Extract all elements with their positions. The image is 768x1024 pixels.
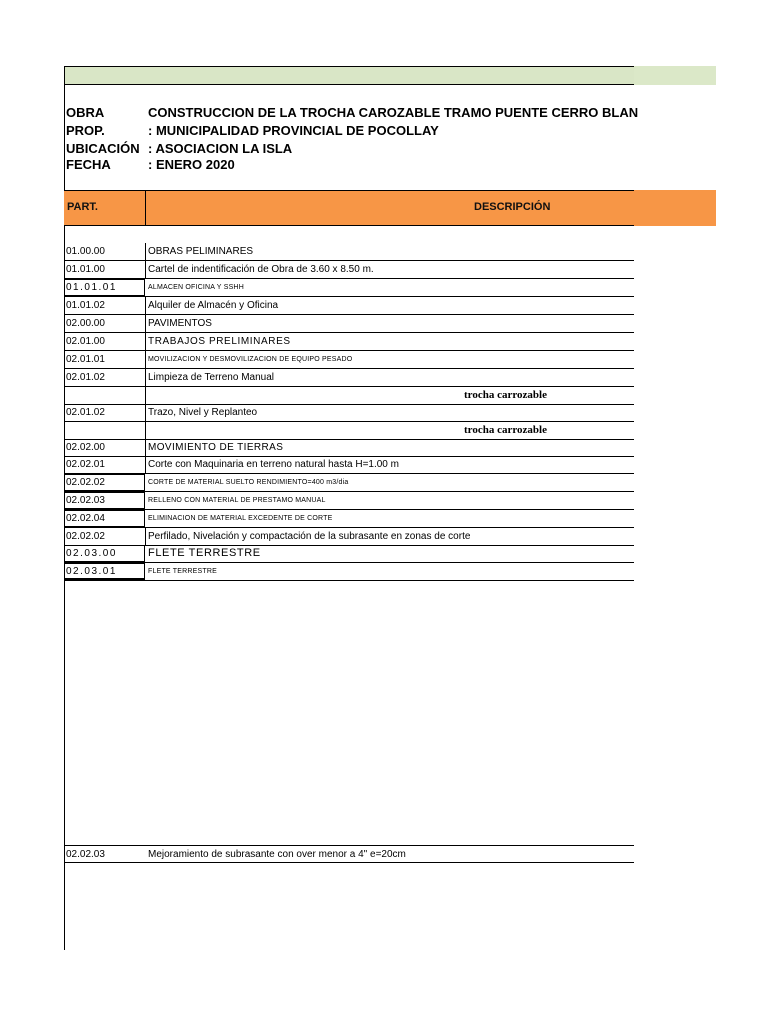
row-part: 02.01.01 [66,354,105,365]
row-part: 02.02.00 [66,442,105,453]
header-band-extension [634,66,716,85]
row-part: 02.02.03 [66,495,105,506]
row-desc: ELIMINACION DE MATERIAL EXCEDENTE DE CORTE [148,515,333,522]
fecha-label: FECHA [66,157,111,172]
table-row [64,243,634,261]
row-part: 02.01.02 [66,407,105,418]
row-part: 02.03.00 [66,548,117,559]
table-row [64,315,634,333]
table-row [64,261,634,279]
fecha-value: : ENERO 2020 [148,157,235,172]
row-desc: OBRAS PELIMINARES [148,246,254,257]
row-desc: MOVIMIENTO DE TIERRAS [148,442,284,453]
row-desc: Perfilado, Nivelación y compactación de la subrasante en zonas de corte [148,531,471,542]
prop-value: : MUNICIPALIDAD PROVINCIAL DE POCOLLAY [148,123,439,138]
row-desc: Corte con Maquinaria en terreno natural hasta H=1.00 m [148,459,399,470]
ubicacion-label: UBICACIÓN [66,141,140,156]
obra-label: OBRA [66,105,105,120]
table-row [64,279,634,297]
row-part: 02.02.01 [66,459,105,470]
table-row [64,474,634,492]
row-part: 02.02.02 [66,477,105,488]
row-desc: TRABAJOS PRELIMINARES [148,336,291,347]
column-header-part: PART. [67,201,98,213]
row-subtitle: trocha carrozable [464,424,547,436]
table-row [64,492,634,510]
row-desc: RELLENO CON MATERIAL DE PRESTAMO MANUAL [148,497,326,504]
table-row [64,333,634,351]
prop-label: PROP. [66,123,105,138]
table-row [64,510,634,528]
row-desc: Limpieza de Terreno Manual [148,372,275,383]
table-row [64,422,634,440]
ubicacion-value: : ASOCIACION LA ISLA [148,141,293,156]
row-part: 01.01.02 [66,300,105,311]
obra-value: CONSTRUCCION DE LA TROCHA CAROZABLE TRAMO PUENTE CERRO BLAN [148,105,639,120]
row-part: 02.02.04 [66,513,105,524]
row-desc: FLETE TERRESTRE [148,568,217,575]
table-row [64,351,634,369]
row-desc: PAVIMENTOS [148,318,212,329]
row-part: 01.00.00 [66,246,105,257]
row-part: 02.01.02 [66,372,105,383]
column-header-row [64,190,716,226]
table-row [64,404,634,422]
table-row [64,845,634,863]
row-part: 02.01.00 [66,336,105,347]
table-row [64,439,634,457]
header-band [64,66,634,85]
table-row [64,456,634,474]
row-desc: Cartel de indentificación de Obra de 3.60 x 8.50 m. [148,264,374,275]
row-desc: CORTE DE MATERIAL SUELTO RENDIMIENTO=400 m3/dia [148,479,349,486]
row-part: 01.01.01 [66,282,117,293]
table-row [64,545,634,563]
row-desc: Trazo, Nivel y Replanteo [148,407,258,418]
row-part: 02.02.03 [66,849,105,860]
table-row [64,297,634,315]
table-row [64,563,634,581]
row-desc: ALMACEN OFICINA Y SSHH [148,284,244,291]
column-header-descripcion: DESCRIPCIÓN [474,201,551,213]
row-part: 02.03.01 [66,566,117,577]
table-row [64,528,634,546]
table-row [64,369,634,387]
table-row [64,387,634,405]
row-part: 02.00.00 [66,318,105,329]
row-desc: Alquiler de Almacén y Oficina [148,300,279,311]
row-part: 01.01.00 [66,264,105,275]
row-part: 02.02.02 [66,531,105,542]
row-desc: Mejoramiento de subrasante con over menor a 4" e=20cm [148,849,406,860]
row-desc: FLETE TERRESTRE [148,547,261,559]
row-desc: MOVILIZACION Y DESMOVILIZACION DE EQUIPO PESADO [148,356,353,363]
row-subtitle: trocha carrozable [464,389,547,401]
